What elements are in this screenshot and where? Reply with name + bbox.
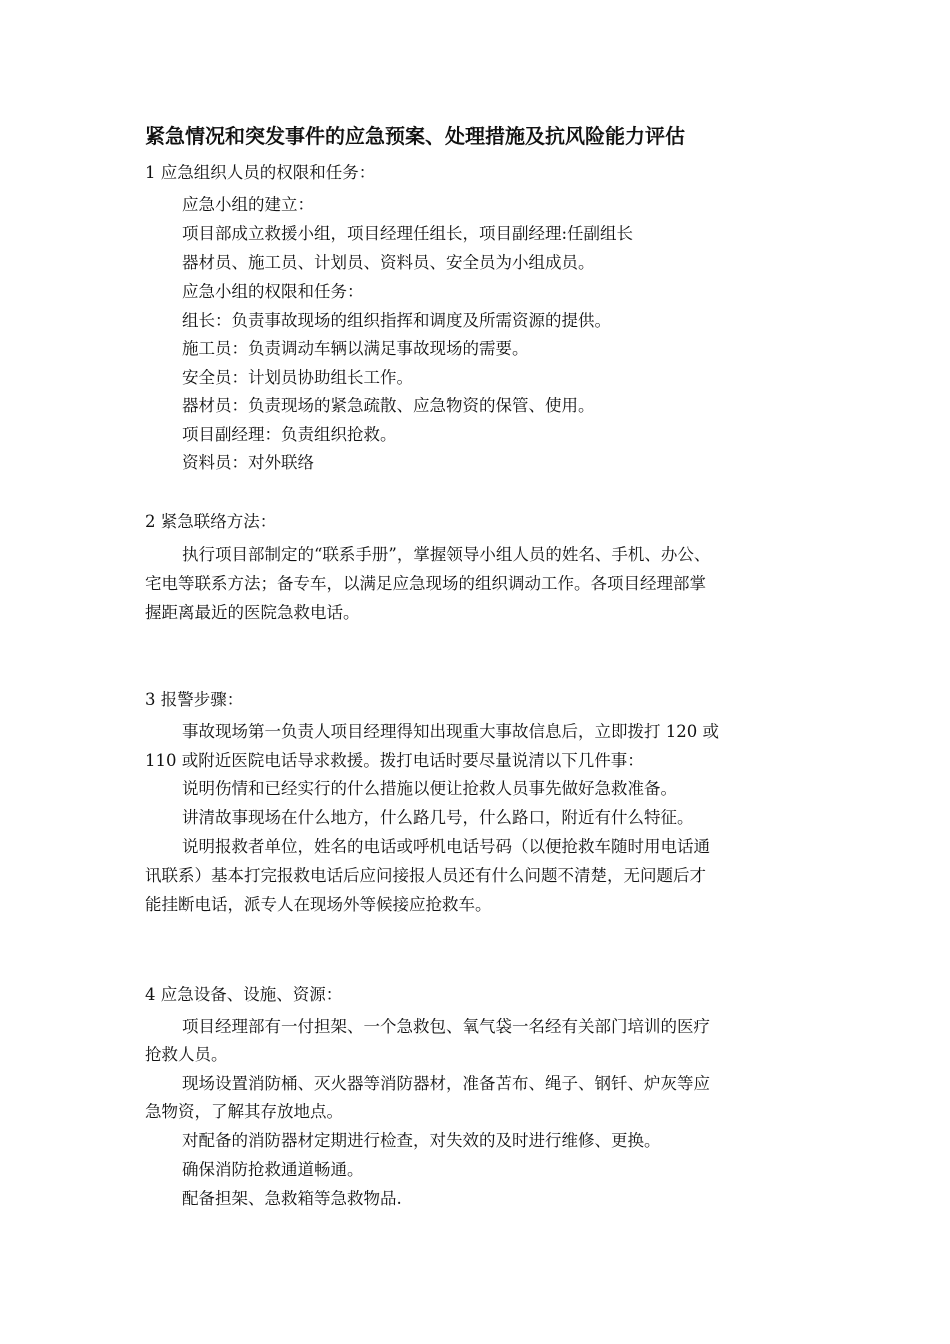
section-3-heading: 3 报警步骤： xyxy=(145,690,244,709)
section-3-line-4: 讲清故事现场在什么地方，什么路几号，什么路口，附近有什么特征。 xyxy=(182,808,694,827)
section-3-line-3: 说明伤情和已经实行的什么措施以便让抢救人员事先做好急救准备。 xyxy=(182,779,677,798)
section-1-line-8: 器材员：负责现场的紧急疏散、应急物资的保管、使用。 xyxy=(182,396,595,415)
section-3-line-6: 讯联系）基本打完报救电话后应问接报人员还有什么问题不清楚，无问题后才 xyxy=(145,866,706,885)
section-1-line-3: 器材员、施工员、计划员、资料员、安全员为小组成员。 xyxy=(182,253,595,272)
section-2-line-2: 宅电等联系方法；备专车，以满足应急现场的组织调动工作。各项目经理部掌 xyxy=(145,574,706,593)
section-1-line-10: 资料员：对外联络 xyxy=(182,453,314,472)
section-2-heading: 2 紧急联络方法： xyxy=(145,512,277,531)
document-title: 紧急情况和突发事件的应急预案、处理措施及抗风险能力评估 xyxy=(145,124,685,148)
section-4-line-3: 现场设置消防桶、灭火器等消防器材，准备苫布、绳子、钢钎、炉灰等应 xyxy=(182,1074,710,1093)
section-4-line-6: 确保消防抢救通道畅通。 xyxy=(182,1160,364,1179)
section-3-line-7: 能挂断电话，派专人在现场外等候接应抢救车。 xyxy=(145,895,492,914)
section-3-line-5: 说明报救者单位，姓名的电话或呼机电话号码（以便抢救车随时用电话通 xyxy=(182,837,710,856)
section-1-line-7: 安全员：计划员协助组长工作。 xyxy=(182,368,413,387)
section-2-line-1: 执行项目部制定的“联系手册”，掌握领导小组人员的姓名、手机、办公、 xyxy=(182,545,711,564)
section-1-line-6: 施工员：负责调动车辆以满足事故现场的需要。 xyxy=(182,339,529,358)
section-1-heading: 1 应急组织人员的权限和任务： xyxy=(145,163,376,182)
section-4-line-4: 急物资，了解其存放地点。 xyxy=(145,1102,343,1121)
section-3-line-2: 110 或附近医院电话导求救援。拨打电话时要尽量说清以下几件事： xyxy=(145,751,644,770)
section-4-line-2: 抢救人员。 xyxy=(145,1045,228,1064)
section-1-line-5: 组长：负责事故现场的组织指挥和调度及所需资源的提供。 xyxy=(182,311,611,330)
section-4-line-7: 配备担架、急救箱等急救物品. xyxy=(182,1189,402,1208)
section-4-line-1: 项目经理部有一付担架、一个急救包、氧气袋一名经有关部门培训的医疗 xyxy=(182,1017,710,1036)
section-4-line-5: 对配备的消防器材定期进行检查，对失效的及时进行维修、更换。 xyxy=(182,1131,661,1150)
section-2-line-3: 握距离最近的医院急救电话。 xyxy=(145,603,360,622)
section-1-line-1: 应急小组的建立： xyxy=(182,195,314,214)
section-4-heading: 4 应急设备、设施、资源： xyxy=(145,985,343,1004)
section-3-line-1: 事故现场第一负责人项目经理得知出现重大事故信息后，立即拨打 120 或 xyxy=(182,722,719,741)
section-1-line-4: 应急小组的权限和任务： xyxy=(182,282,364,301)
section-1-line-9: 项目副经理：负责组织抢救。 xyxy=(182,425,397,444)
section-1-line-2: 项目部成立救援小组，项目经理任组长，项目副经理:任副组长 xyxy=(182,224,634,243)
